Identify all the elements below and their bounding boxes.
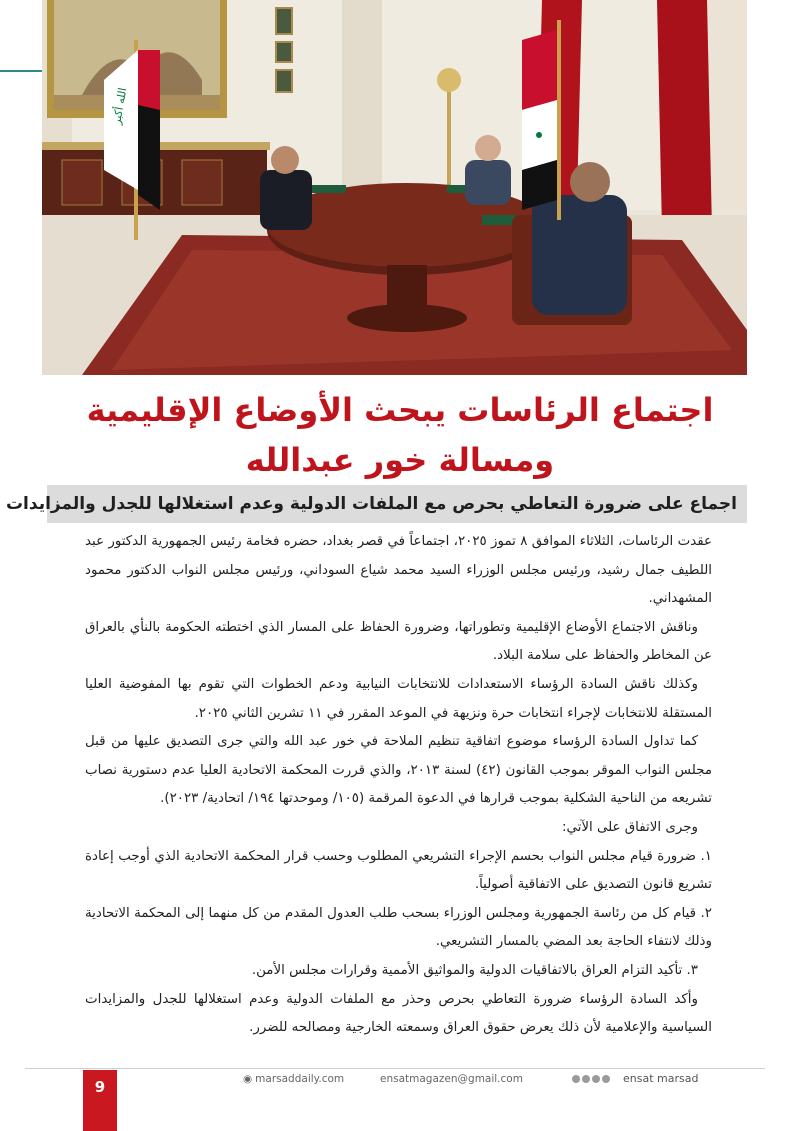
accent-line	[0, 70, 42, 72]
page-number: 9	[83, 1070, 117, 1131]
web-icon: ◉	[243, 1073, 253, 1085]
paragraph: وأكد السادة الرؤساء ضرورة التعاطي بحرص وحذر مع الملفات الدولية وعدم استغلالها للجدل والمزايدات السياسية والإعلامية لأن ذلك يعرض حقوق العراق وسمعته الخارجية ومصالحه للضرر.	[85, 991, 712, 1036]
subheadline: اجماع على ضرورة التعاطي بحرص مع الملفات الدولية وعدم استغلالها للجدل والمزايدات	[5, 494, 737, 514]
list-item: ٣. تأكيد التزام العراق بالاتفاقيات الدولية والمواثيق الأممية وقرارات مجلس الأمن.	[251, 962, 698, 978]
article-body	[85, 528, 712, 1043]
list-item: ٢. قيام كل من رئاسة الجمهورية ومجلس الوزراء بسحب طلب العدول المقدم من كل منهما إلى المحكمة الاتحادية وذلك لانتفاء الحاجة بعد المضي بالمسار التشريعي.	[85, 905, 712, 950]
list-item: ١. ضرورة قيام مجلس النواب بحسم الإجراء التشريعي المطلوب وحسب قرار المحكمة الاتحادية الذي أوجب إعادة تشريع قانون التصديق على الاتفاقية أصولياً.	[85, 848, 712, 893]
headline-line-2: ومسالة خور عبدالله	[245, 441, 555, 479]
youtube-icon[interactable]	[602, 1075, 610, 1083]
paragraph: كما تداول السادة الرؤساء موضوع اتفاقية تنظيم الملاحة في خور عبد الله والتي جرى التصديق عليها من قبل مجلس النواب الموقر بموجب القانون (٤٢) لسنة ٢٠١٣، والذي قررت المحكمة الاتحادية العليا عدم دستورية نصاب تشريعه من الناحية الشكلية بموجب قرارها في الدعوة المرقمة (١٠٥/ وموحدتها ١٩٤/ اتحادية/ ٢٠٢٣).	[85, 734, 713, 807]
instagram-icon[interactable]	[592, 1075, 600, 1083]
paragraph: عقدت الرئاسات، الثلاثاء الموافق ٨ تموز ٢٠٢٥، اجتماعاً في قصر بغداد، حضره فخامة رئيس الجمهورية الدكتور عبد اللطيف جمال رشيد، ورئيس مجلس الوزراء السيد محمد شياع السوداني، ورئيس مجلس النواب الدكتور محمود المشهداني.	[85, 534, 712, 607]
telegram-icon[interactable]	[582, 1075, 590, 1083]
subheadline-bar	[5, 485, 747, 523]
social-icons	[572, 1075, 610, 1083]
paragraph: وكذلك ناقش السادة الرؤساء الاستعدادات للانتخابات النيابية ودعم الخطوات التي تقوم بها المفوضية العليا المستقلة للانتخابات لإجراء انتخابات حرة ونزيهة في الموعد المقرر في ١١ تشرين الثاني ٢٠٢٥.	[85, 676, 712, 721]
flag-text: الله أكبر	[110, 86, 130, 126]
article-headline	[40, 385, 760, 485]
paragraph: وناقش الاجتماع الأوضاع الإقليمية وتطوراتها، وضرورة الحفاظ على المسار الذي اختطته الحكومة بالنأي بالعراق عن المخاطر والحفاظ على سلامة البلاد.	[85, 619, 712, 664]
email[interactable]: ensatmagazen@gmail.com	[380, 1073, 523, 1085]
brand-name: ensat marsad	[623, 1072, 699, 1085]
headline-line-1: اجتماع الرئاسات يبحث الأوضاع الإقليمية	[86, 391, 714, 429]
footer-divider	[25, 1068, 765, 1069]
facebook-icon[interactable]	[572, 1075, 580, 1083]
website[interactable]	[243, 1073, 344, 1085]
paragraph: وجرى الاتفاق على الآتي:	[561, 819, 698, 835]
meeting-photo	[42, 0, 747, 375]
website-text: marsaddaily.com	[255, 1073, 345, 1085]
